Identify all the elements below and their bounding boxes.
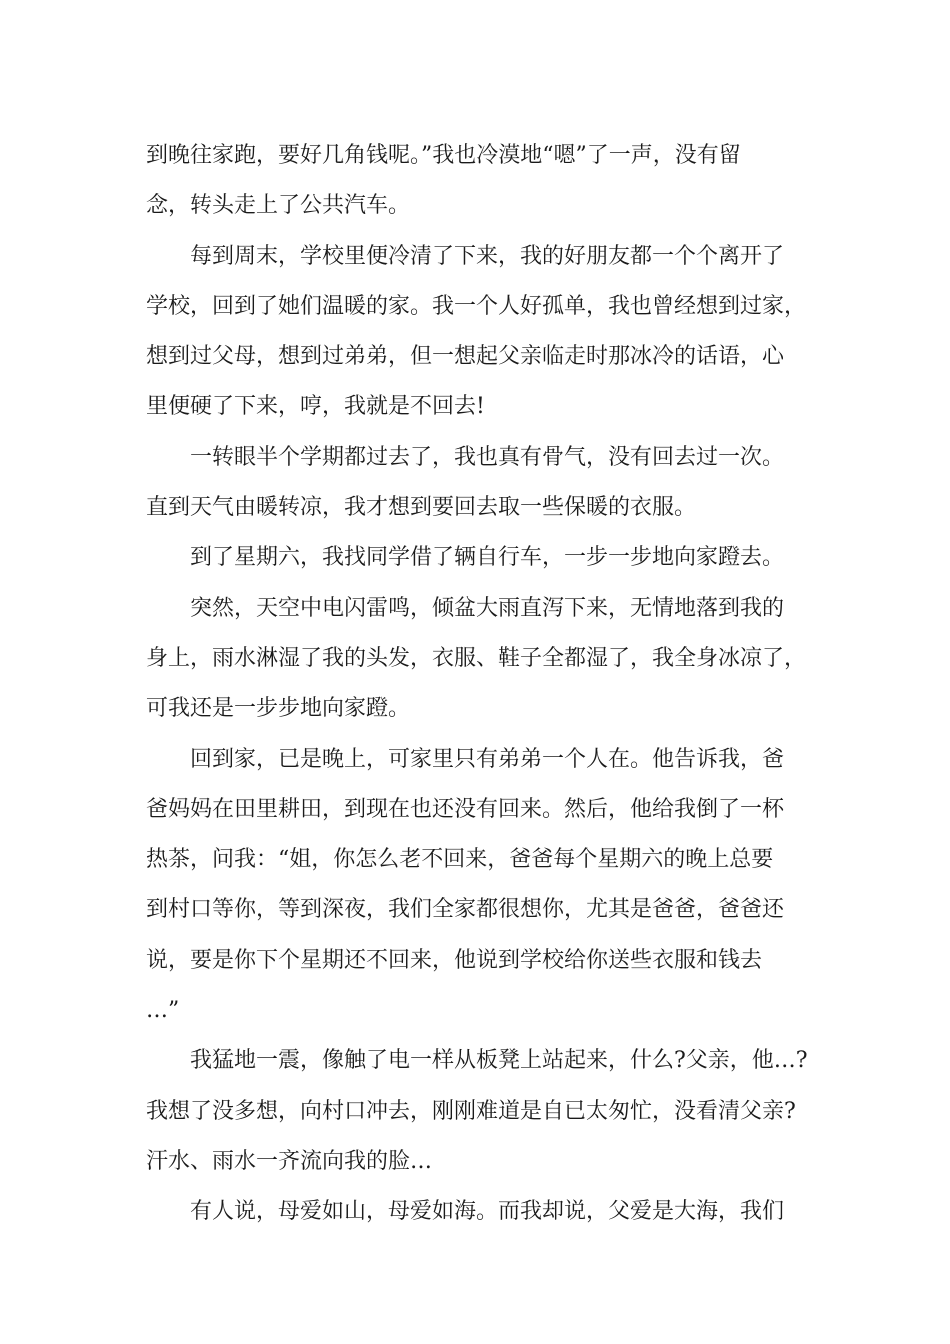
text-line: 突然，天空中电闪雷鸣，倾盆大雨直泻下来，无情地落到我的	[190, 595, 785, 621]
text-line: 回到家，已是晚上，可家里只有弟弟一个人在。他告诉我，爸	[190, 746, 785, 772]
text-line: 热茶，问我：“姐，你怎么老不回来，爸爸每个星期六的晚上总要	[146, 847, 774, 873]
text-line: …”	[146, 998, 180, 1024]
text-line: 爸妈妈在田里耕田，到现在也还没有回来。然后，他给我倒了一杯	[146, 796, 785, 822]
text-line: 说，要是你下个星期还不回来，他说到学校给你送些衣服和钱去	[146, 947, 763, 973]
text-line: 到村口等你，等到深夜，我们全家都很想你，尤其是爸爸，爸爸还	[146, 897, 785, 923]
text-line: 到了星期六，我找同学借了辆自行车，一步一步地向家蹬去。	[190, 545, 785, 571]
text-line: 里便硬了下来，哼，我就是不回去!	[146, 394, 485, 420]
text-line: 我想了没多想，向村口冲去，刚刚难道是自已太匆忙，没看清父亲?	[146, 1098, 796, 1124]
text-line: 一转眼半个学期都过去了，我也真有骨气，没有回去过一次。	[190, 444, 785, 470]
text-line: 直到天气由暖转凉，我才想到要回去取一些保暖的衣服。	[146, 495, 697, 521]
text-line: 到晚往家跑，要好几角钱呢。”我也冷漠地“嗯”了一声，没有留	[146, 143, 741, 168]
text-line: 念，转头走上了公共汽车。	[146, 193, 411, 219]
text-line: 汗水、雨水一齐流向我的脸…	[146, 1148, 433, 1174]
text-line: 想到过父母，想到过弟弟，但一想起父亲临走时那冰冷的话语，心	[146, 344, 785, 370]
text-line: 有人说，母爱如山，母爱如海。而我却说，父爱是大海，我们	[190, 1199, 785, 1225]
text-line: 每到周末，学校里便冷清了下来，我的好朋友都一个个离开了	[190, 243, 785, 269]
text-line: 学校，回到了她们温暖的家。我一个人好孤单，我也曾经想到过家，	[146, 293, 807, 319]
text-line: 我猛地一震，像触了电一样从板凳上站起来，什么?父亲，他…?	[190, 1048, 808, 1074]
text-line: 身上，雨水淋湿了我的头发，衣服、鞋子全都湿了，我全身冰凉了，	[146, 645, 807, 671]
text-line: 可我还是一步步地向家蹬。	[146, 696, 411, 722]
body-text	[146, 131, 822, 1238]
